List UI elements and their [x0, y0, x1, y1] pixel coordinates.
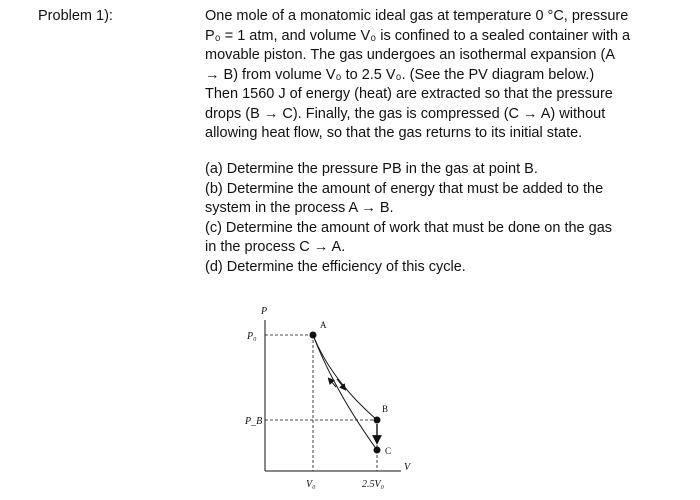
statement-line: drops (B → C). Finally, the gas is compressed (C → A) without: [205, 105, 606, 122]
pb-tick-label: P_B: [245, 416, 263, 427]
point-c-label: C: [385, 446, 392, 456]
statement-line: P₀ = 1 atm, and volume V₀ is confined to a sealed container with a: [205, 27, 631, 44]
v2-5-tick-label: 2.5V₀: [362, 479, 385, 490]
pv-diagram: [236, 300, 426, 495]
question-b-continued: system in the process A → B.: [205, 200, 394, 216]
point-a-label: A: [320, 320, 327, 330]
problem-statement: [205, 7, 645, 144]
question-b: (b) Determine the amount of energy that must be added to the: [205, 180, 604, 197]
statement-line: One mole of a monatomic ideal gas at temperature 0 °C, pressure: [205, 8, 629, 24]
point-c-marker: [374, 447, 381, 454]
arrow-ab: [337, 379, 344, 388]
question-a: (a) Determine the pressure PB in the gas at point B.: [205, 161, 538, 177]
point-b-label: B: [382, 404, 389, 414]
v0-tick-label: V₀: [306, 479, 316, 490]
statement-line: movable piston. The gas undergoes an isothermal expansion (A: [205, 47, 616, 63]
p-axis-label: P: [261, 306, 268, 317]
problem-label: Problem 1):: [38, 8, 113, 24]
question-c-continued: in the process C → A.: [205, 239, 346, 255]
question-d: (d) Determine the efficiency of this cycle.: [205, 258, 466, 275]
p0-tick-label: P₀: [247, 331, 257, 342]
question-c: (c) Determine the amount of work that must be done on the gas: [205, 219, 613, 236]
point-a-marker: [310, 332, 317, 339]
adiabat-curve-ca: [313, 335, 377, 450]
question-list: [205, 160, 645, 277]
statement-line: allowing heat flow, so that the gas returns to its initial state.: [205, 125, 583, 141]
isotherm-curve-ab: [313, 335, 377, 420]
statement-line: Then 1560 J of energy (heat) are extracted so that the pressure: [205, 86, 613, 102]
point-b-marker: [374, 417, 381, 424]
statement-line: → B) from volume V₀ to 2.5 V₀. (See the PV diagram below.): [205, 66, 595, 83]
v-axis-label: V: [404, 462, 411, 473]
